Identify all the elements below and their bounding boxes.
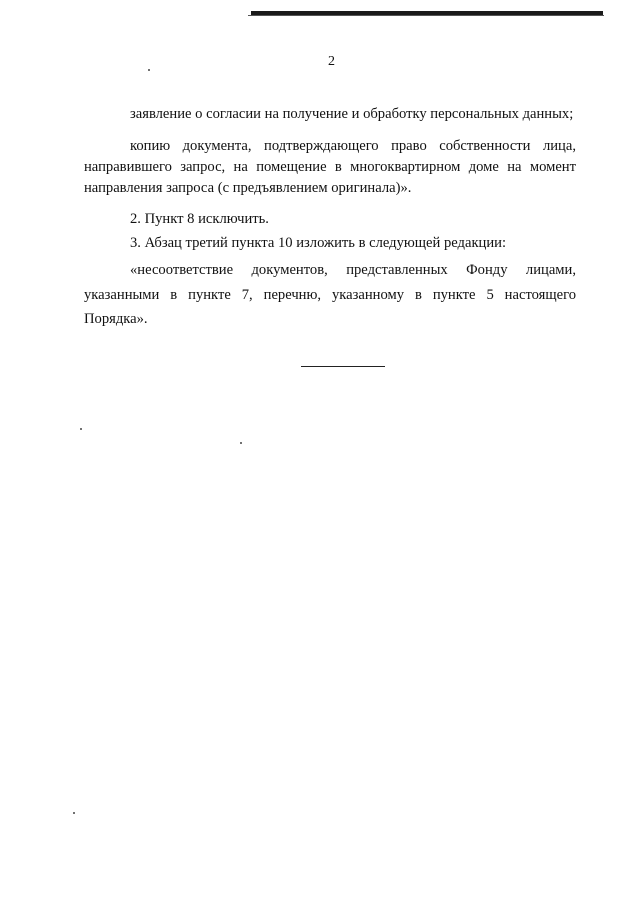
page-number: 2 (328, 54, 335, 69)
text-line-item-2: 2. Пункт 8 исключить. (130, 211, 269, 227)
end-of-document-rule (301, 366, 385, 367)
text-line-consent-statement: заявление о согласии на получение и обработку персональных данных; (130, 106, 574, 122)
scan-speck (148, 69, 150, 71)
text-line-ownership-end: направления запроса (с предъявлением оригинала)». (84, 180, 412, 196)
scan-speck (80, 428, 82, 430)
text-line-quote-continued: указанными в пункте 7, перечню, указанному в пункте 5 настоящего (84, 287, 576, 303)
scan-speck (240, 442, 242, 444)
scan-border-line-shadow (248, 15, 604, 16)
text-line-ownership-continued: направившего запрос, на помещение в многоквартирном доме на момент (84, 159, 576, 175)
text-line-quote-start: «несоответствие документов, представленных Фонду лицами, (130, 262, 576, 278)
text-line-item-3: 3. Абзац третий пункта 10 изложить в следующей редакции: (130, 235, 507, 251)
scan-speck (73, 812, 75, 814)
text-line-ownership-copy: копию документа, подтверждающего право собственности лица, (130, 138, 576, 154)
text-line-quote-end: Порядка». (84, 311, 148, 327)
